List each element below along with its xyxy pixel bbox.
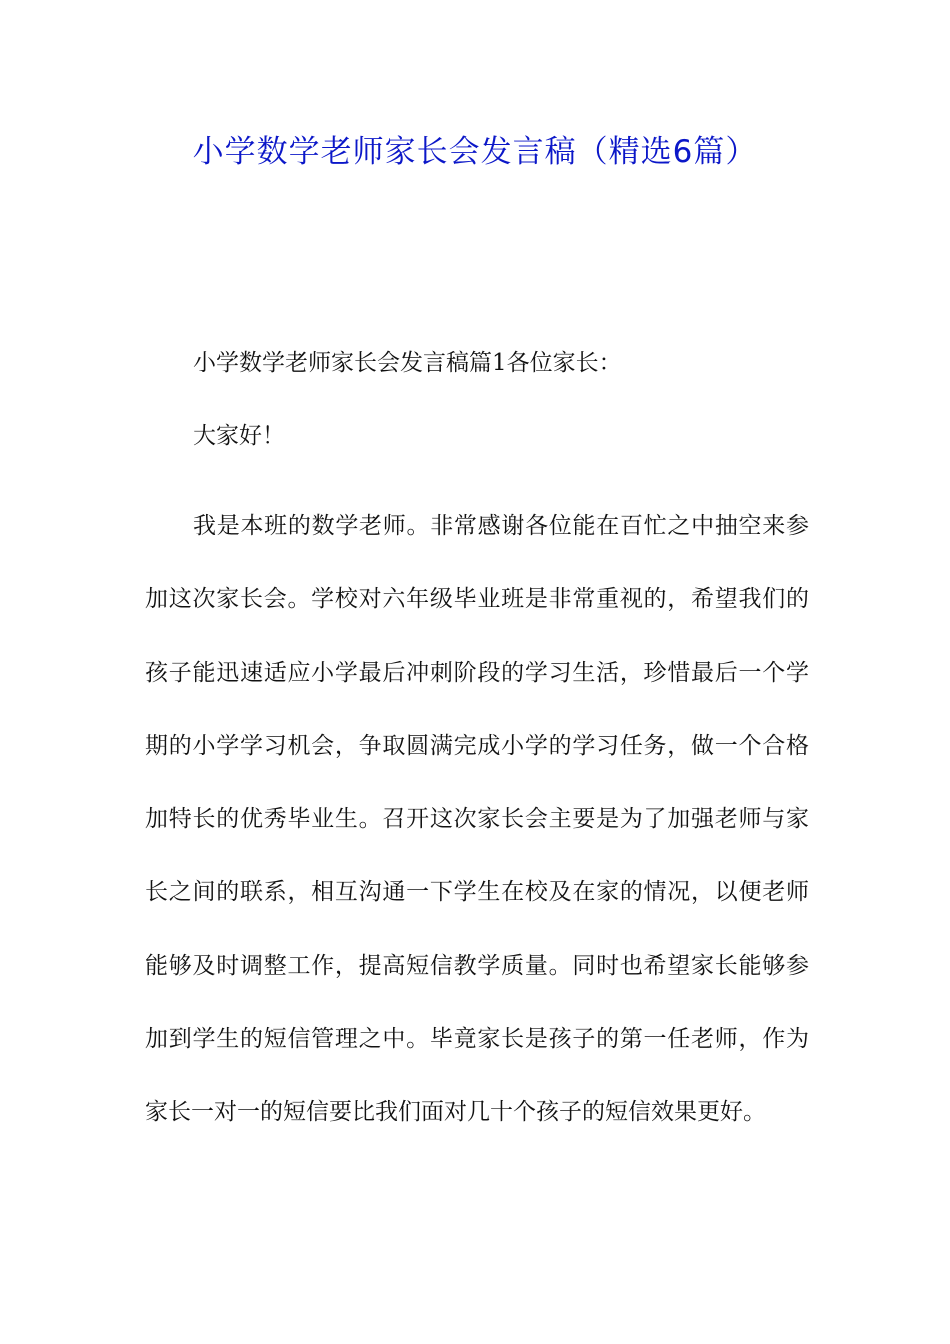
paragraph-greeting: 大家好！	[193, 423, 285, 449]
paragraph-heading-salutation: 小学数学老师家长会发言稿篇1各位家长：	[193, 350, 622, 376]
paragraph-body: 我是本班的数学老师。非常感谢各位能在百忙之中抽空来参加这次家长会。学校对六年级毕业班是非常重视的，希望我们的孩子能迅速适应小学最后冲刺阶段的学习生活，珍惜最后一个学期的小学学习机会，争取圆满完成小学的学习任务，做一个合格加特长的优秀毕业生。召开这次家长会主要是为了加强老师与家长之间的联系，相互沟通一下学生在校及在家的情况，以便老师能够及时调整工作，提高短信教学质量。同时也希望家长能够参加到学生的短信管理之中。毕竟家长是孩子的第一任老师，作为家长一对一的短信要比我们面对几十个孩子的短信效果更好。	[145, 513, 809, 1126]
document-title: 小学数学老师家长会发言稿（精选6篇）	[192, 134, 758, 170]
